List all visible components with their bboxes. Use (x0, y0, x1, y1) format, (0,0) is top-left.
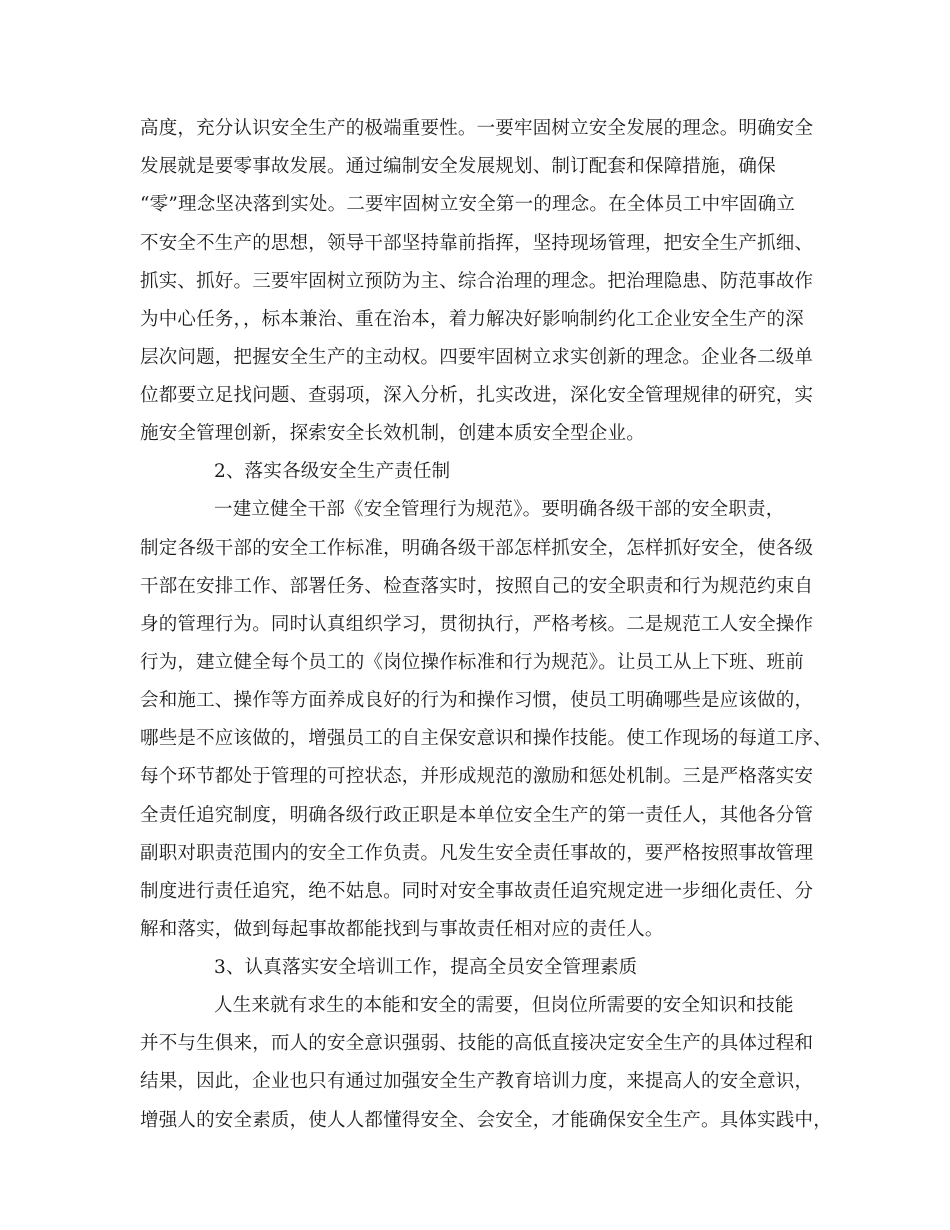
paragraph-line: 并不与生俱来，而人的安全意识强弱、技能的高低直接决定安全生产的具体过程和 (140, 1033, 814, 1054)
paragraph-line: 副职对职责范围内的安全工作负责。凡发生安全责任事故的，要严格按照事故管理 (140, 843, 814, 864)
paragraph-line: 会和施工、操作等方面养成良好的行为和操作习惯，使员工明确哪些是应该做的， (140, 690, 814, 711)
section-heading-2: 2、落实各级安全生产责任制 (214, 461, 451, 482)
paragraph-line: 不安全不生产的思想，领导干部坚持靠前指挥，坚持现场管理，把安全生产抓细、 (140, 233, 814, 254)
paragraph-line: 干部在安排工作、部署任务、检查落实时，按照自己的安全职责和行为规范约束自 (140, 576, 814, 597)
paragraph-line: 抓实、抓好。三要牢固树立预防为主、综合治理的理念。把治理隐患、防范事故作 (140, 271, 814, 292)
paragraph-line: 哪些是不应该做的，增强员工的自主保安意识和操作技能。使工作现场的每道工序、 (140, 728, 832, 749)
paragraph-line: 制度进行责任追究，绝不姑息。同时对安全事故责任追究规定进一步细化责任、分 (140, 881, 814, 902)
paragraph-line: 每个环节都处于管理的可控状态，并形成规范的激励和惩处机制。三是严格落实安 (140, 766, 814, 787)
paragraph-line: 增强人的安全素质，使人人都懂得安全、会安全，才能确保安全生产。具体实践中， (140, 1110, 832, 1131)
paragraph-line: 发展就是要零事故发展。通过编制安全发展规划、制订配套和保障措施，确保 (140, 156, 776, 177)
paragraph-line: 身的管理行为。同时认真组织学习，贯彻执行，严格考核。二是规范工人安全操作 (140, 614, 814, 635)
paragraph-line: 高度，充分认识安全生产的极端重要性。一要牢固树立安全发展的理念。明确安全 (140, 118, 814, 139)
paragraph-line: 全责任追究制度，明确各级行政正职是本单位安全生产的第一责任人，其他各分管 (140, 805, 814, 826)
paragraph-line: 结果，因此，企业也只有通过加强安全生产教育培训力度，来提高人的安全意识， (140, 1071, 814, 1092)
paragraph-line: 行为，建立健全每个员工的《岗位操作标准和行为规范》。让员工从上下班、班前 (140, 652, 804, 673)
paragraph-line: 层次问题，把握安全生产的主动权。四要牢固树立求实创新的理念。企业各二级单 (140, 347, 814, 368)
paragraph-line: “零”理念坚决落到实处。二要牢固树立安全第一的理念。在全体员工中牢固确立 (140, 194, 796, 215)
paragraph-line: 人生来就有求生的本能和安全的需要，但岗位所需要的安全知识和技能 (214, 995, 794, 1016)
paragraph-line: 施安全管理创新，探索安全长效机制，创建本质安全型企业。 (140, 423, 645, 444)
paragraph-line: 制定各级干部的安全工作标准，明确各级干部怎样抓安全，怎样抓好安全，使各级 (140, 538, 814, 559)
paragraph-line: 一建立健全干部《安全管理行为规范》。要明确各级干部的安全职责， (214, 499, 785, 520)
paragraph-line: 为中心任务，，标本兼治、重在治本，着力解决好影响制约化工企业安全生产的深 (140, 309, 804, 330)
section-heading-3: 3、认真落实安全培训工作，提高全员安全管理素质 (214, 957, 638, 978)
paragraph-line: 位都要立足找问题、查弱项，深入分析，扎实改进，深化安全管理规律的研究，实 (140, 385, 814, 406)
paragraph-line: 解和落实，做到每起事故都能找到与事故责任相对应的责任人。 (140, 919, 664, 940)
